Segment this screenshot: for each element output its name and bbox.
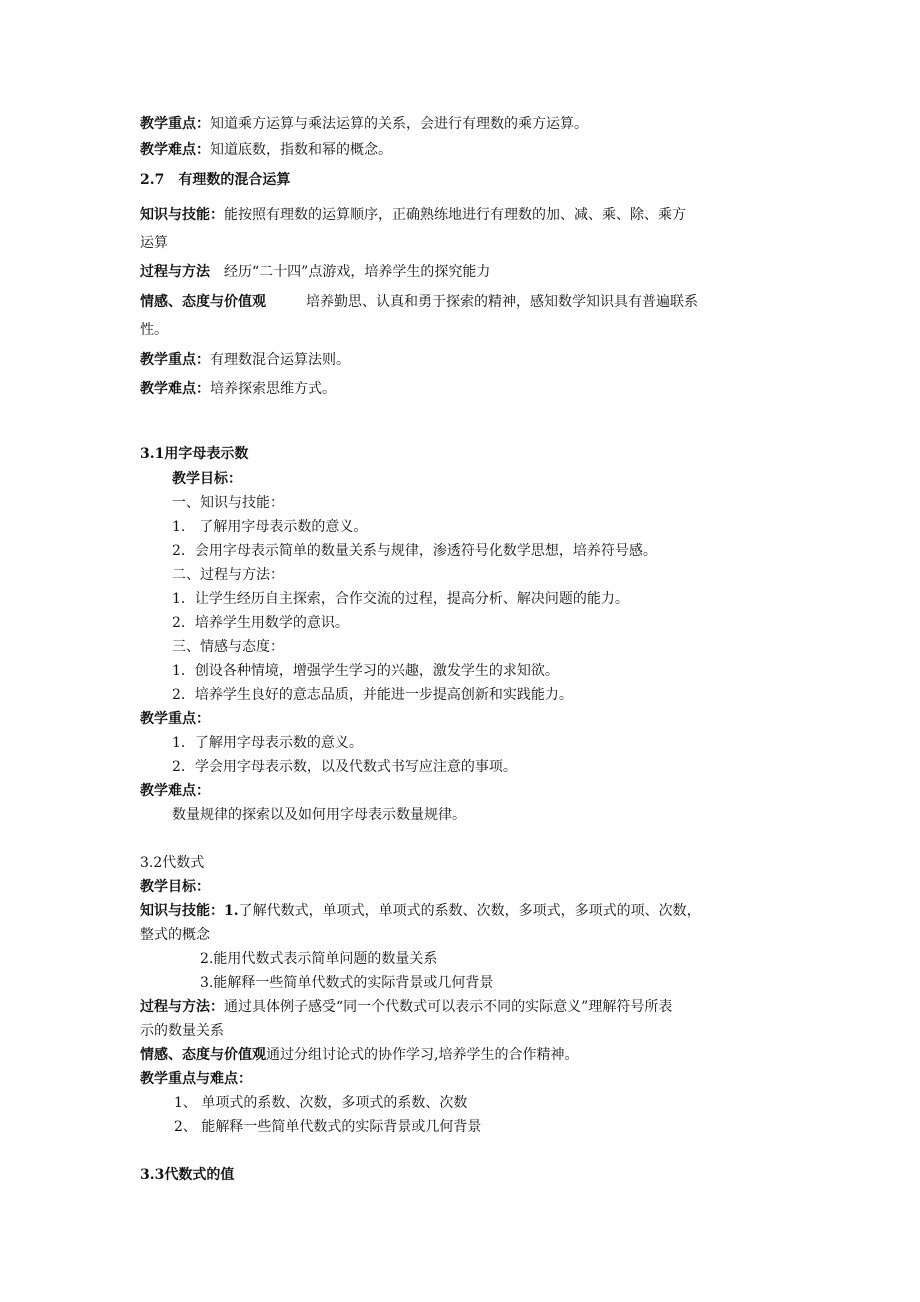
s27-emotion-line: [140, 292, 698, 312]
s27-difficulty-line: [140, 379, 336, 399]
label: 教学难点：: [140, 381, 210, 397]
text: 知道乘方运算与乘法运算的关系，会进行有理数的乘方运算。: [210, 116, 588, 132]
text: 培养勤思、认真和勇于探索的精神，感知数学知识具有普遍联系: [306, 294, 698, 310]
s31-part-3-item-1: 1．创设各种情境，增强学生学习的兴趣，激发学生的求知欲。: [172, 663, 559, 679]
s32-skill-line-2: 整式的概念: [140, 927, 210, 943]
s31-part-1-item-2: 2．会用字母表示简单的数量关系与规律，渗透符号化数学思想，培养符号感。: [172, 543, 657, 559]
s31-part-2-item-2: 2．培养学生用数学的意识。: [172, 615, 349, 631]
s31-part-2: 二、过程与方法：: [172, 567, 284, 583]
s32-keydiff-item-1: 1、 单项式的系数、次数，多项式的系数、次数: [174, 1095, 468, 1111]
label: 过程与方法: [140, 264, 210, 280]
s27-skill-line-2: 运算: [140, 235, 168, 251]
label: 教学重点：: [140, 352, 210, 368]
section-heading-2-7: 2.7 有理数的混合运算: [140, 172, 291, 188]
s32-emotion-line: [140, 1045, 578, 1065]
s31-part-2-item-1: 1．让学生经历自主探索，合作交流的过程，提高分析、解决问题的能力。: [172, 591, 629, 607]
s31-part-3: 三、情感与态度：: [172, 639, 284, 655]
text: 培养探索思维方式。: [210, 381, 336, 397]
s31-part-1: 一、知识与技能：: [172, 495, 284, 511]
label: 情感、态度与价值观: [140, 1047, 266, 1063]
text: 能按照有理数的运算顺序，正确熟练地进行有理数的加、减、乘、除、乘方: [224, 207, 686, 223]
label: 教学难点：: [140, 142, 210, 158]
s27-emotion-line-2: 性。: [140, 322, 168, 338]
s31-part-3-item-2: 2．培养学生良好的意志品质，并能进一步提高创新和实践能力。: [172, 687, 573, 703]
s32-process-line-2: 示的数量关系: [140, 1023, 224, 1039]
s32-skill-item-3: 3.能解释一些简单代数式的实际背景或几何背景: [200, 975, 494, 991]
label: 知识与技能：: [140, 207, 224, 223]
s31-key-item-2: 2．学会用字母表示数，以及代数式书写应注意的事项。: [172, 759, 517, 775]
s31-difficulty-text: 数量规律的探索以及如何用字母表示数量规律。: [172, 807, 466, 823]
text: 有理数混合运算法则。: [210, 352, 350, 368]
text: 了解代数式，单项式，单项式的系数、次数，多项式，多项式的项、次数，: [238, 903, 701, 919]
section-heading-3-1: 3.1用字母表示数: [140, 446, 249, 462]
s32-keydiff-label: 教学重点与难点：: [140, 1071, 252, 1087]
section-heading-3-3: 3.3代数式的值: [140, 1167, 235, 1183]
s31-difficulty-label: 教学难点：: [140, 783, 210, 799]
s27-process-line: [140, 262, 490, 282]
s27-pre-difficulty-line: [140, 140, 392, 160]
label: 情感、态度与价值观: [140, 294, 266, 310]
text: 知道底数，指数和幂的概念。: [210, 142, 392, 158]
section-heading-3-2: 3.2代数式: [140, 855, 205, 871]
s32-keydiff-item-2: 2、 能解释一些简单代数式的实际背景或几何背景: [174, 1119, 482, 1135]
s32-skill-line: [140, 901, 701, 921]
text: 经历“二十四”点游戏，培养学生的探究能力: [224, 264, 491, 280]
label: 知识与技能：1.: [140, 903, 239, 919]
s27-pre-key-line: [140, 114, 588, 134]
s32-skill-item-2: 2.能用代数式表示简单问题的数量关系: [200, 951, 438, 967]
s31-goals-label: 教学目标：: [172, 471, 242, 487]
text: 通过具体例子感受“同一个代数式可以表示不同的实际意义”理解符号所表: [224, 999, 673, 1015]
label: 过程与方法：: [140, 999, 224, 1015]
s32-process-line: [140, 997, 672, 1017]
s27-skill-line: [140, 205, 686, 225]
text: 通过分组讨论式的协作学习,培养学生的合作精神。: [266, 1047, 579, 1063]
s31-part-1-item-1: 1. 了解用字母表示数的意义。: [172, 519, 368, 535]
label: 教学重点：: [140, 116, 210, 132]
s31-key-label: 教学重点：: [140, 711, 210, 727]
s31-key-item-1: 1．了解用字母表示数的意义。: [172, 735, 363, 751]
s27-key-line: [140, 350, 350, 370]
s32-goals-label: 教学目标：: [140, 879, 210, 895]
